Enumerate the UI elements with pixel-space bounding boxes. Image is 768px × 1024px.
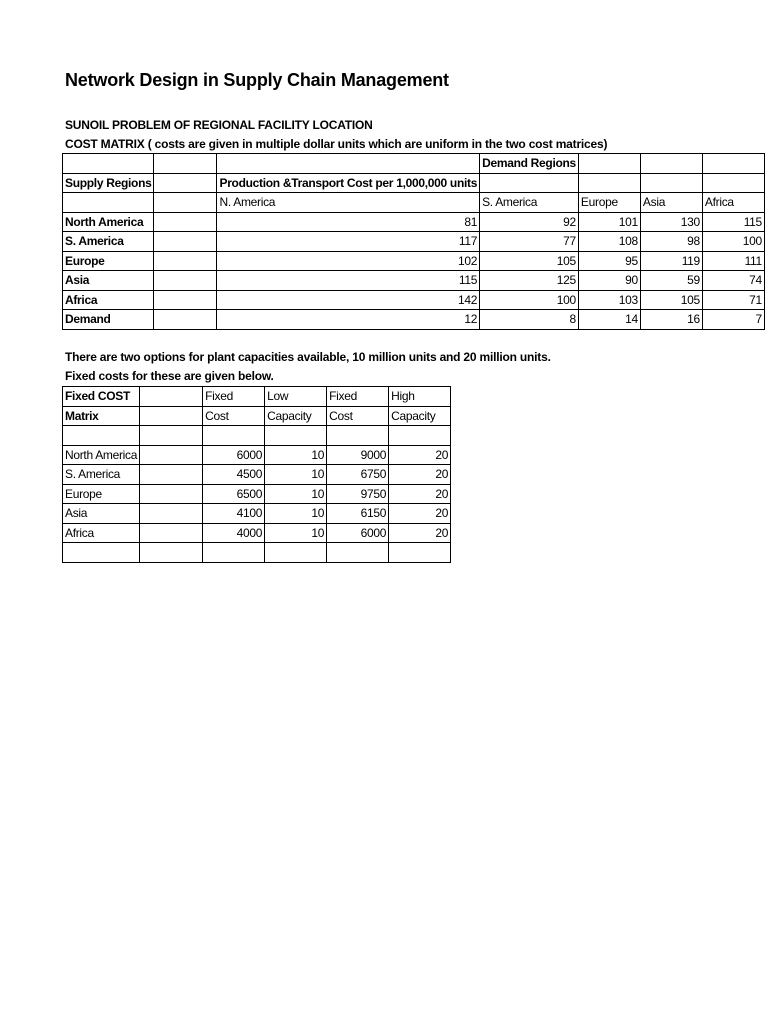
row-label: Europe [63, 484, 140, 504]
table-row [63, 484, 451, 504]
cell: 4000 [203, 523, 265, 543]
row-label: Europe [63, 251, 154, 271]
cost-caption: Production &Transport Cost per 1,000,000 units [217, 173, 480, 193]
cell: 10 [265, 523, 327, 543]
row-label: Demand [63, 310, 154, 330]
column-header-row [63, 193, 765, 213]
cell: 92 [480, 212, 579, 232]
column-header: N. America [217, 193, 480, 213]
column-header: Cost [203, 406, 265, 426]
table-row [63, 154, 765, 174]
cell: 101 [578, 212, 640, 232]
row-label: Asia [63, 271, 154, 291]
cell: 108 [578, 232, 640, 252]
cell: 20 [389, 504, 451, 524]
cell: 16 [640, 310, 702, 330]
table-row [63, 504, 451, 524]
row-label: S. America [63, 465, 140, 485]
cell: 20 [389, 484, 451, 504]
cell: 142 [217, 290, 480, 310]
table-header-row [63, 406, 451, 426]
cost-matrix-table [62, 153, 765, 330]
column-header: Asia [640, 193, 702, 213]
column-header: High [389, 387, 451, 407]
supply-regions-label: Supply Regions [63, 173, 154, 193]
cell: 20 [389, 523, 451, 543]
cell: 4500 [203, 465, 265, 485]
cell: 9000 [327, 445, 389, 465]
cell: 10 [265, 504, 327, 524]
demand-regions-label: Demand Regions [480, 154, 579, 174]
cell: 7 [702, 310, 764, 330]
cell: 77 [480, 232, 579, 252]
column-header: Capacity [389, 406, 451, 426]
column-header: Capacity [265, 406, 327, 426]
row-label: S. America [63, 232, 154, 252]
cell: 59 [640, 271, 702, 291]
cell: 10 [265, 465, 327, 485]
cell: 95 [578, 251, 640, 271]
cell: 12 [217, 310, 480, 330]
fixed-cost-table [62, 386, 451, 563]
table-row [63, 290, 765, 310]
cell: 102 [217, 251, 480, 271]
cell: 6150 [327, 504, 389, 524]
cell: 20 [389, 465, 451, 485]
cost-matrix-note: COST MATRIX ( costs are given in multiple dollar units which are uniform in the two cost matrices) [65, 137, 608, 151]
cell: 119 [640, 251, 702, 271]
table-row [63, 212, 765, 232]
cell: 8 [480, 310, 579, 330]
column-header: Low [265, 387, 327, 407]
cell: 100 [480, 290, 579, 310]
cell: 6000 [203, 445, 265, 465]
table-row [63, 445, 451, 465]
column-header: S. America [480, 193, 579, 213]
empty-row [63, 426, 451, 446]
fixed-costs-note: Fixed costs for these are given below. [65, 369, 274, 383]
cell: 105 [640, 290, 702, 310]
cell: 130 [640, 212, 702, 232]
cell: 10 [265, 445, 327, 465]
table-row [63, 232, 765, 252]
cell: 71 [702, 290, 764, 310]
column-header: Europe [578, 193, 640, 213]
row-label: Africa [63, 523, 140, 543]
demand-row [63, 310, 765, 330]
cell: 111 [702, 251, 764, 271]
problem-subtitle: SUNOIL PROBLEM OF REGIONAL FACILITY LOCATION [65, 118, 373, 132]
cell: 105 [480, 251, 579, 271]
table-row [63, 523, 451, 543]
cell: 6500 [203, 484, 265, 504]
column-header: Cost [327, 406, 389, 426]
row-label: North America [63, 445, 140, 465]
options-note: There are two options for plant capacities available, 10 million units and 20 million units. [65, 350, 551, 364]
cell: 115 [702, 212, 764, 232]
cell: 100 [702, 232, 764, 252]
table-row [63, 465, 451, 485]
cell: 125 [480, 271, 579, 291]
row-label: North America [63, 212, 154, 232]
cell: 4100 [203, 504, 265, 524]
cell: 6000 [327, 523, 389, 543]
cell: 20 [389, 445, 451, 465]
table-row [63, 251, 765, 271]
column-header: Fixed [203, 387, 265, 407]
column-header: Fixed COST [63, 387, 140, 407]
cell: 6750 [327, 465, 389, 485]
table-row [63, 173, 765, 193]
cell: 117 [217, 232, 480, 252]
empty-row [63, 543, 451, 563]
cell: 81 [217, 212, 480, 232]
row-label: Asia [63, 504, 140, 524]
table-header-row [63, 387, 451, 407]
cell: 115 [217, 271, 480, 291]
cell: 90 [578, 271, 640, 291]
cell: 9750 [327, 484, 389, 504]
cell: 98 [640, 232, 702, 252]
cell: 10 [265, 484, 327, 504]
cell: 14 [578, 310, 640, 330]
column-header: Matrix [63, 406, 140, 426]
cell: 103 [578, 290, 640, 310]
cell: 74 [702, 271, 764, 291]
column-header: Fixed [327, 387, 389, 407]
page-title: Network Design in Supply Chain Management [65, 70, 449, 90]
column-header: Africa [702, 193, 764, 213]
row-label: Africa [63, 290, 154, 310]
table-row [63, 271, 765, 291]
